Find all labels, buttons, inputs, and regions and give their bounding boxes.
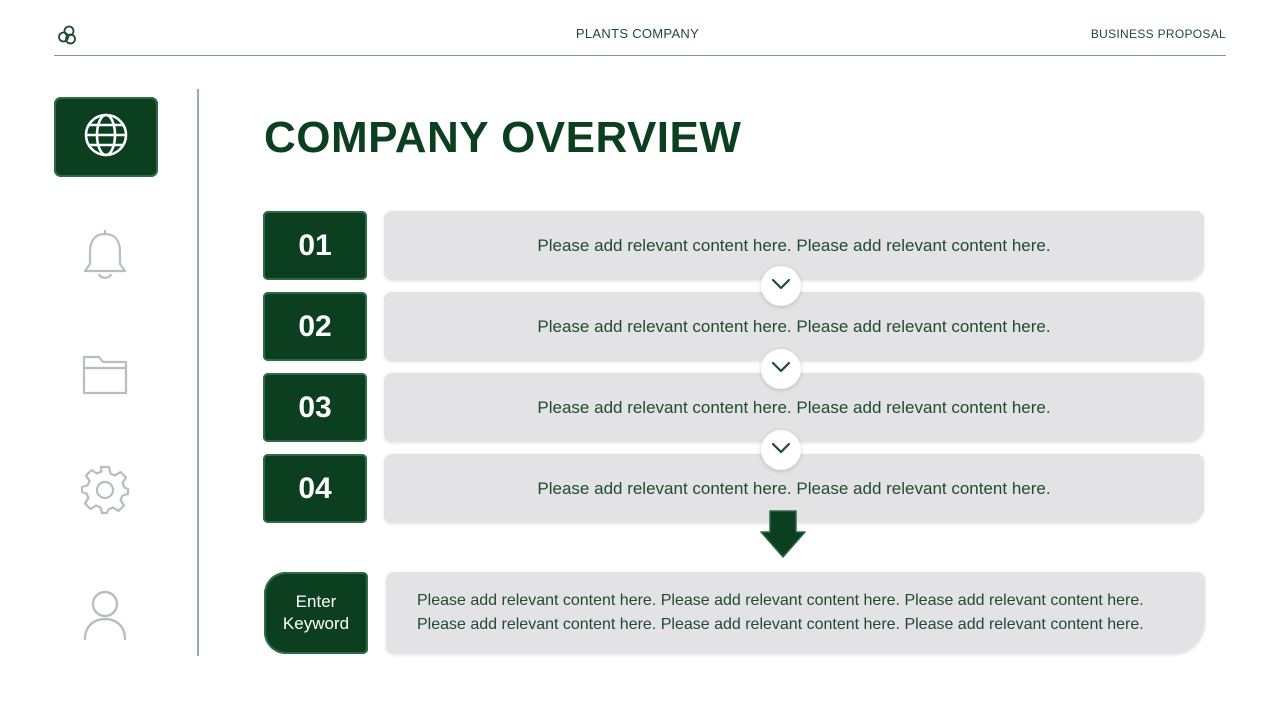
keyword-content-line-2: Please add relevant content here. Please add relevant content here. Please add relevant content here. bbox=[417, 616, 1144, 633]
sidebar-item-globe[interactable] bbox=[54, 97, 158, 177]
chevron-down-icon bbox=[771, 360, 791, 378]
keyword-label: Enter Keyword bbox=[282, 592, 350, 633]
bell-icon bbox=[80, 226, 130, 287]
step-number-2: 02 bbox=[263, 292, 367, 361]
step-content-3: Please add relevant content here. Please add relevant content here. bbox=[384, 373, 1204, 442]
arrow-down-icon bbox=[760, 510, 806, 558]
globe-icon bbox=[83, 112, 129, 163]
expand-step-1-button[interactable] bbox=[761, 266, 801, 306]
step-number-4: 04 bbox=[263, 454, 367, 523]
sidebar-item-settings[interactable] bbox=[76, 463, 134, 521]
chevron-down-icon bbox=[771, 277, 791, 295]
step-content-1: Please add relevant content here. Please add relevant content here. bbox=[384, 211, 1204, 280]
chevron-down-icon bbox=[771, 441, 791, 459]
expand-step-3-button[interactable] bbox=[761, 430, 801, 470]
document-type: BUSINESS PROPOSAL bbox=[1090, 27, 1226, 41]
keyword-badge bbox=[264, 572, 368, 654]
step-content-4: Please add relevant content here. Please add relevant content here. bbox=[384, 454, 1204, 523]
company-name: PLANTS COMPANY bbox=[575, 26, 700, 41]
step-number-1: 01 bbox=[263, 211, 367, 280]
gear-icon bbox=[79, 464, 131, 521]
keyword-content bbox=[386, 572, 1205, 654]
sidebar-item-profile[interactable] bbox=[76, 587, 134, 645]
step-content-2: Please add relevant content here. Please add relevant content here. bbox=[384, 292, 1204, 361]
user-icon bbox=[81, 586, 129, 647]
header-divider bbox=[54, 55, 1226, 56]
sidebar-item-files[interactable] bbox=[76, 346, 134, 404]
keyword-content-line-1: Please add relevant content here. Please add relevant content here. Please add relevant content here. bbox=[417, 592, 1144, 609]
step-number-3: 03 bbox=[263, 373, 367, 442]
sidebar-divider bbox=[197, 89, 199, 656]
sidebar-item-notifications[interactable] bbox=[76, 227, 134, 285]
expand-step-2-button[interactable] bbox=[761, 349, 801, 389]
page-title: COMPANY OVERVIEW bbox=[264, 113, 742, 162]
folder-icon bbox=[81, 351, 129, 400]
